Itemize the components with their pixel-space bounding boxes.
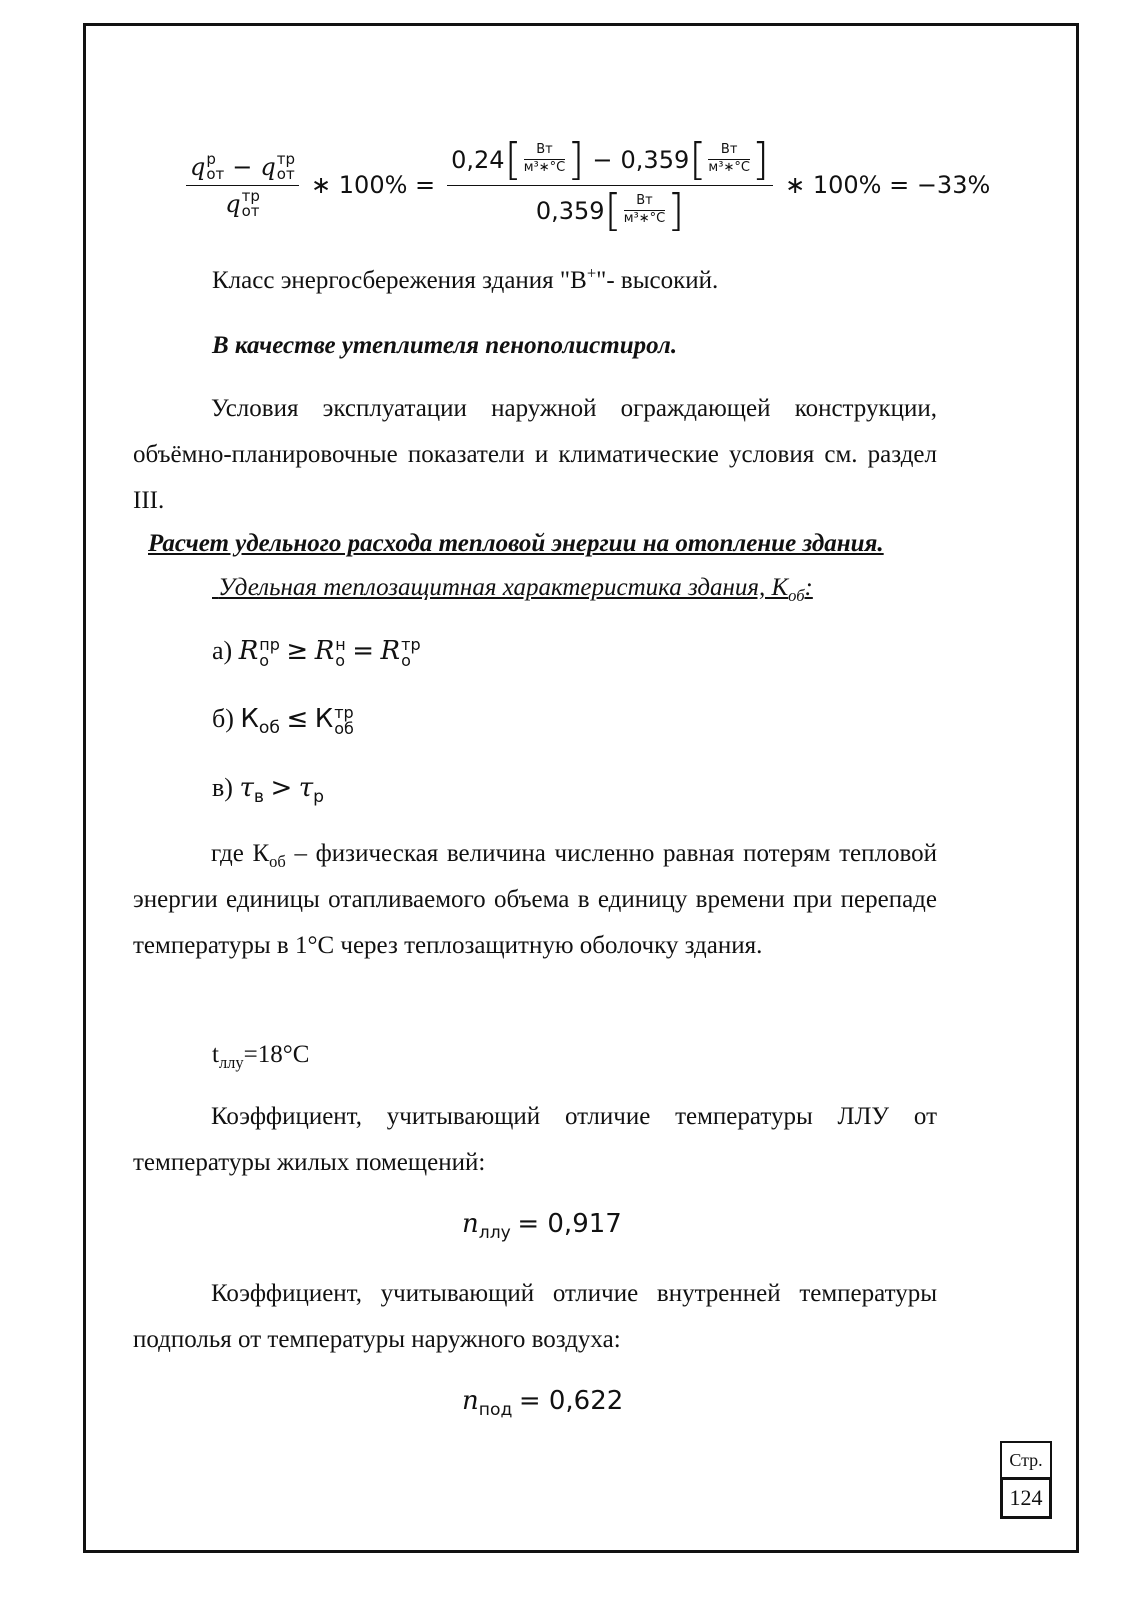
sup-tr: тр bbox=[276, 149, 296, 168]
q-symbol: q bbox=[260, 152, 276, 181]
unit-fraction: Вт м³∗°C bbox=[708, 142, 750, 175]
formula-result: ∗ 100% = −33% bbox=[785, 171, 991, 199]
lhs-fraction bbox=[186, 149, 299, 220]
q-symbol: q bbox=[190, 152, 206, 181]
subheading: Удельная теплозащитная характеристика здания, $К_{об}$: bbox=[218, 574, 813, 605]
coefficient-pod-paragraph: Коэффициент, учитывающий отличие внутренней температуры подполья от температуры наружного воздуха: bbox=[133, 1280, 937, 1353]
q-symbol: q bbox=[225, 189, 241, 218]
page-label: Стр. bbox=[1000, 1441, 1052, 1479]
rhs-fraction: 0,24 [ Вт м³∗°C ] − 0,359 [ Вт м³∗°C ] 0,359 [ Вт м³∗°C ] bbox=[447, 138, 773, 233]
coefficient-llu-paragraph: Коэффициент, учитывающий отличие температуры ЛЛУ от температуры жилых помещений: bbox=[133, 1103, 937, 1176]
where-paragraph: где $К_{об}$ – физическая величина численно равная потерям тепловой энергии единицы отапливаемого объема в единицу времени при перепаде температуры в 1°C через теплозащитную оболочку здания. bbox=[133, 840, 938, 959]
sup-tr: тр bbox=[241, 186, 260, 205]
minus-sign: − bbox=[232, 152, 253, 181]
page-number: 124 bbox=[1000, 1477, 1052, 1519]
unit-fraction: Вт м³∗°C bbox=[523, 142, 566, 175]
value-024: 0,24 bbox=[451, 145, 505, 174]
condition-b: б) $К_{об} \le К$ тр об bbox=[212, 703, 354, 739]
condition-a: а) R пр о ≥ R н о = R тр о bbox=[212, 635, 421, 671]
insulation-heading: В качестве утеплителя пенополистирол. bbox=[212, 332, 678, 359]
condition-c: в) $\tau_в > \tau_р$ bbox=[212, 773, 325, 808]
sup-p: р bbox=[206, 149, 216, 168]
minus-sign: − bbox=[592, 145, 613, 174]
calc-heading: Расчет удельного расхода тепловой энергии на отопление здания. bbox=[148, 530, 884, 557]
n-pod-formula: $n_{под} = 0,622$ bbox=[462, 1386, 624, 1421]
percent-difference-formula bbox=[182, 130, 998, 240]
sub-ot: от bbox=[276, 164, 295, 183]
n-llu-formula: $n_{ллу} = 0,917$ bbox=[462, 1209, 622, 1244]
unit-fraction: Вт м³∗°C bbox=[623, 193, 666, 226]
times-100-equals: ∗ 100% = bbox=[311, 171, 436, 199]
value-0359-den: 0,359 bbox=[535, 196, 605, 225]
sub-ot: от bbox=[206, 164, 225, 183]
energy-class-line: Класс энергосбережения здания "В+"- высокий. bbox=[212, 263, 719, 294]
t-llu-line: $t_{ллу}=18^\circ C$ bbox=[212, 1041, 310, 1072]
value-0359: 0,359 bbox=[620, 145, 690, 174]
conditions-paragraph: Условия эксплуатации наружной ограждающей конструкции, объёмно-планировочные показатели и климатические условия см. раздел III. bbox=[133, 395, 937, 514]
sub-ot: от bbox=[241, 201, 260, 220]
